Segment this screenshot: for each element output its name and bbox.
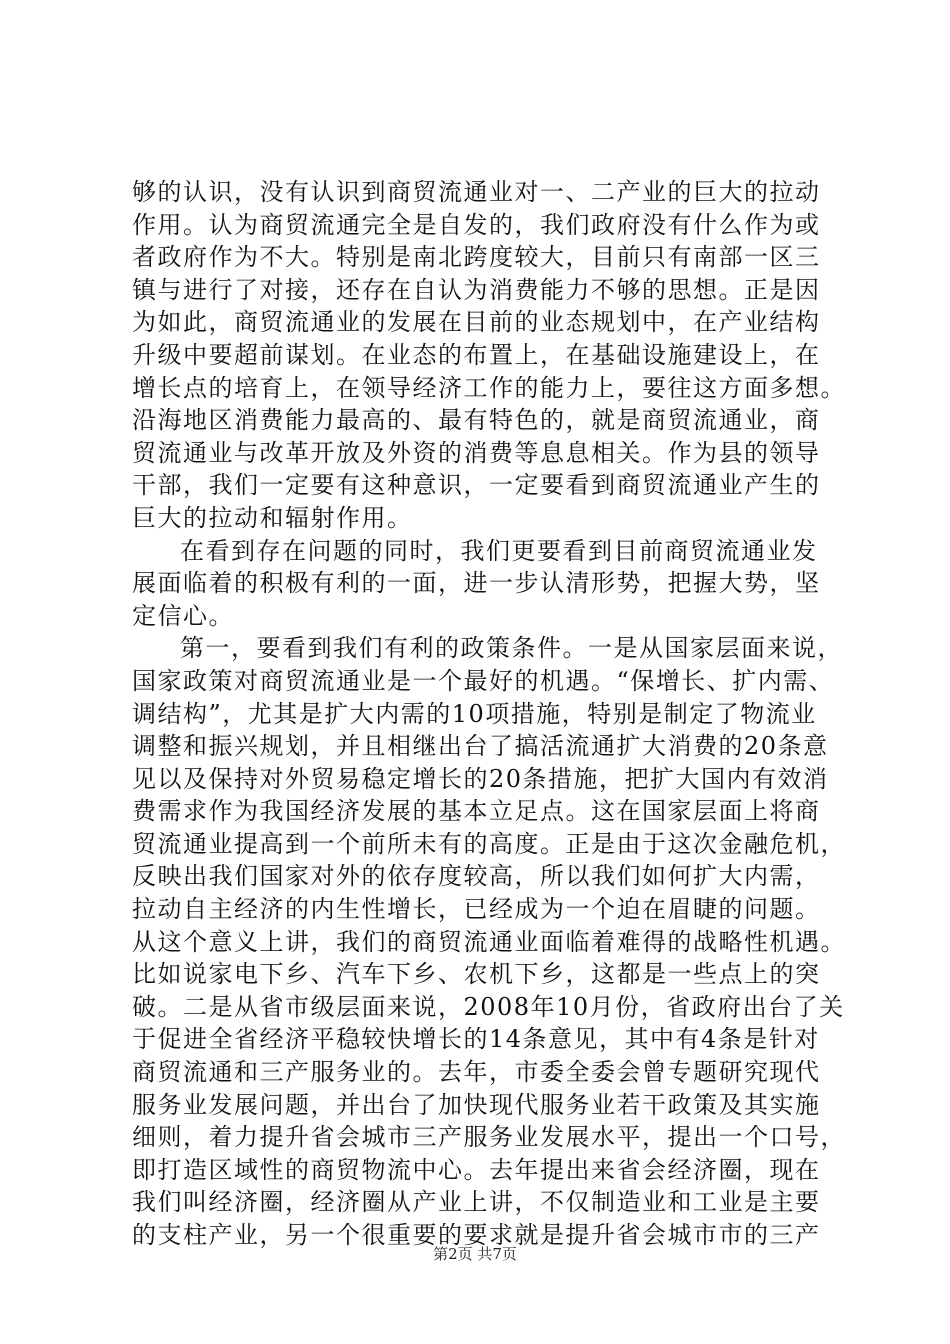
text-line: 破。二是从省市级层面来说，2008年10月份，省政府出台了关 xyxy=(132,992,845,1021)
text-line: 增长点的培育上，在领导经济工作的能力上，要往这方面多想。 xyxy=(132,373,846,402)
text-line: 商贸流通和三产服务业的。去年，市委全委会曾专题研究现代 xyxy=(132,1058,821,1087)
text-line: 干部，我们一定要有这种意识，一定要看到商贸流通业产生的 xyxy=(132,471,821,500)
text-line: 从这个意义上讲，我们的商贸流通业面临着难得的战略性机遇。 xyxy=(132,927,846,956)
text-line: 细则，着力提升省会城市三产服务业发展水平，提出一个口号， xyxy=(132,1123,846,1152)
text-line: 升级中要超前谋划。在业态的布置上，在基础设施建设上，在 xyxy=(132,340,821,369)
text-line: 国家政策对商贸流通业是一个最好的机遇。“保增长、扩内需、 xyxy=(132,666,835,695)
text-line: 拉动自主经济的内生性增长，已经成为一个迫在眉睫的问题。 xyxy=(132,895,821,924)
text-line: 于促进全省经济平稳较快增长的14条意见，其中有4条是针对 xyxy=(132,1025,820,1054)
text-line: 服务业发展问题，并出台了加快现代服务业若干政策及其实施 xyxy=(132,1090,821,1119)
text-line: 费需求作为我国经济发展的基本立足点。这在国家层面上将商 xyxy=(132,797,821,826)
text-line: 调结构”，尤其是扩大内需的10项措施，特别是制定了物流业 xyxy=(132,699,817,728)
text-line: 镇与进行了对接，还存在自认为消费能力不够的思想。正是因 xyxy=(132,275,821,304)
text-line: 作用。认为商贸流通完全是自发的，我们政府没有什么作为或 xyxy=(132,210,821,239)
text-line: 定信心。 xyxy=(132,601,234,630)
text-line: 够的认识，没有认识到商贸流通业对一、二产业的巨大的拉动 xyxy=(132,178,821,206)
text-line: 我们叫经济圈，经济圈从产业上讲，不仅制造业和工业是主要 xyxy=(132,1188,821,1217)
text-line: 第一，要看到我们有利的政策条件。一是从国家层面来说， xyxy=(180,634,843,663)
text-line: 沿海地区消费能力最高的、最有特色的，就是商贸流通业，商 xyxy=(132,406,821,435)
page-footer: 第2页 共7页 xyxy=(433,1245,517,1263)
text-line: 比如说家电下乡、汽车下乡、农机下乡，这都是一些点上的突 xyxy=(132,960,821,989)
body-text xyxy=(132,176,846,1252)
text-line: 贸流通业与改革开放及外资的消费等息息相关。作为县的领导 xyxy=(132,438,821,467)
text-line: 展面临着的积极有利的一面，进一步认清形势，把握大势，坚 xyxy=(132,569,821,598)
text-line: 的支柱产业，另一个很重要的要求就是提升省会城市市的三产 xyxy=(132,1221,821,1249)
text-line: 巨大的拉动和辐射作用。 xyxy=(132,503,413,532)
text-line: 在看到存在问题的同时，我们更要看到目前商贸流通业发 xyxy=(180,536,818,565)
text-line: 者政府作为不大。特别是南北跨度较大，目前只有南部一区三 xyxy=(132,243,821,272)
text-line: 贸流通业提高到一个前所未有的高度。正是由于这次金融危机， xyxy=(132,829,846,858)
text-line: 调整和振兴规划，并且相继出台了搞活流通扩大消费的20条意 xyxy=(132,732,829,761)
text-line: 即打造区域性的商贸物流中心。去年提出来省会经济圈，现在 xyxy=(132,1155,821,1184)
text-line: 为如此，商贸流通业的发展在目前的业态规划中，在产业结构 xyxy=(132,308,821,337)
text-line: 反映出我们国家对外的依存度较高，所以我们如何扩大内需， xyxy=(132,862,821,891)
text-line: 见以及保持对外贸易稳定增长的20条措施，把扩大国内有效消 xyxy=(132,764,829,793)
